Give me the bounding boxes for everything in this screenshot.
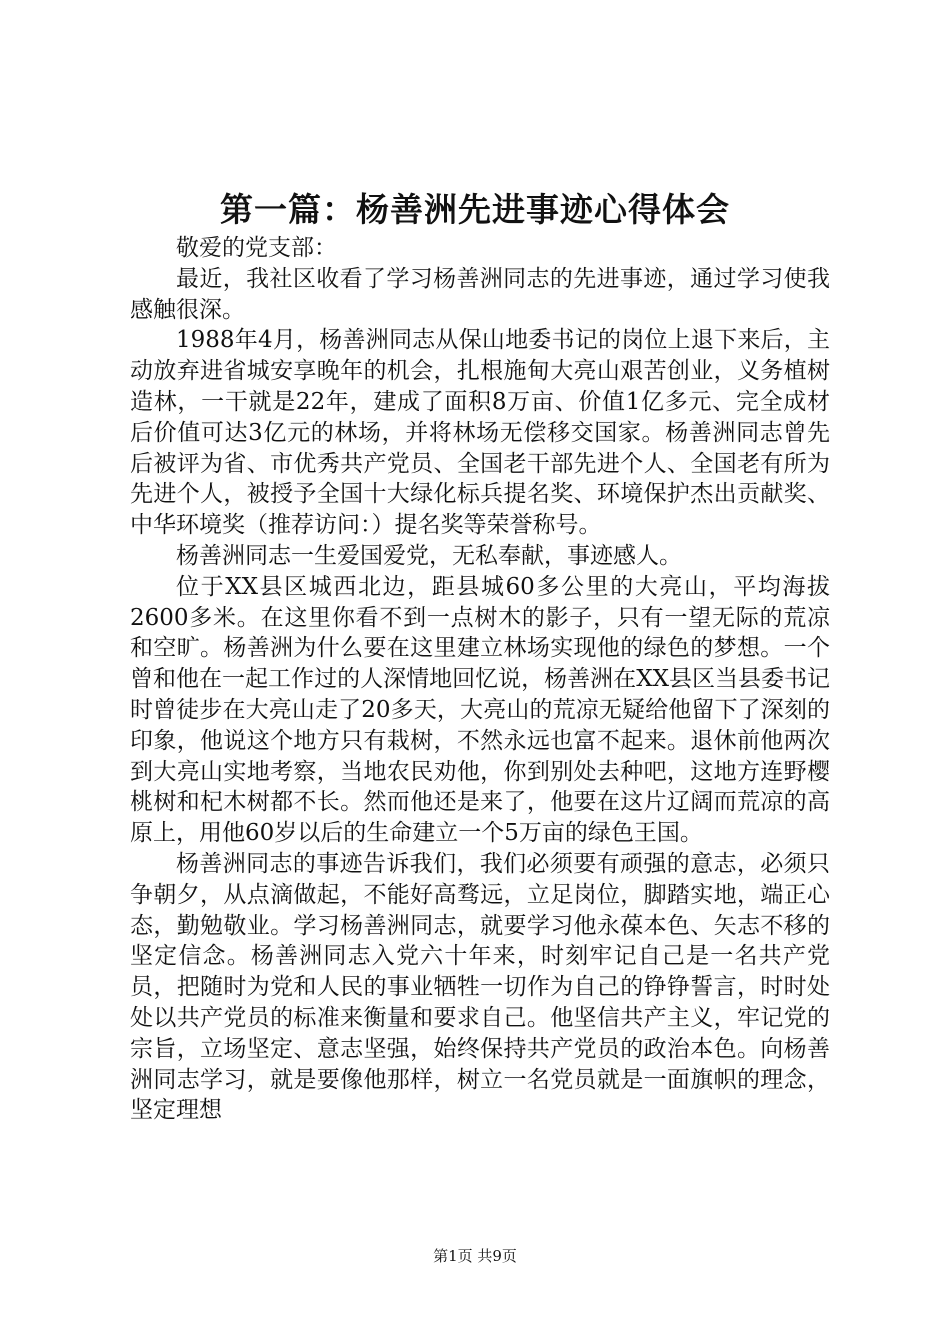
paragraph: 杨善洲同志一生爱国爱党，无私奉献，事迹感人。 (176, 542, 682, 569)
paragraph: 位于XX县区城西北边，距县城60多公里的大亮山，平均海拔2600多米。在这里你看不到一点树木的影子，只有一望无际的荒凉和空旷。杨善洲为什么要在这里建立林场实现他的绿色的梦想。一个曾和他在一起工作过的人深情地回忆说，杨善洲在XX县区当县委书记时曾徒步在大亮山走了20多天，大亮山的荒凉无疑给他留下了深刻的印象，他说这个地方只有栽树，不然永远也富不起来。退休前他两次到大亮山实地考察，当地农民劝他，你到别处去种吧，这地方连野樱桃树和杞木树都不长。然而他还是来了，他要在这片辽阔而荒凉的高原上，用他60岁以后的生命建立一个5万亩的绿色王国。 (130, 573, 830, 847)
document-body (130, 233, 830, 1126)
document-title: 第一篇：杨善洲先进事迹心得体会 (220, 190, 730, 229)
paragraph: 1988年4月，杨善洲同志从保山地委书记的岗位上退下来后，主动放弃进省城安享晚年的机会，扎根施甸大亮山艰苦创业，义务植树造林，一干就是22年，建成了面积8万亩、价值1亿多元、完全成材后价值可达3亿元的林场，并将林场无偿移交国家。杨善洲同志曾先后被评为省、市优秀共产党员、全国老干部先进个人、全国老有所为先进个人，被授予全国十大绿化标兵提名奖、环境保护杰出贡献奖、中华环境奖（推荐访问：）提名奖等荣誉称号。 (130, 327, 830, 539)
paragraph: 最近，我社区收看了学习杨善洲同志的先进事迹，通过学习使我感触很深。 (130, 265, 830, 323)
page-footer: 第1页 共9页 (433, 1247, 517, 1265)
paragraph-salutation: 敬爱的党支部： (176, 235, 337, 261)
paragraph: 杨善洲同志的事迹告诉我们，我们必须要有顽强的意志，必须只争朝夕，从点滴做起，不能好高骛远，立足岗位，脚踏实地，端正心态，勤勉敬业。学习杨善洲同志，就要学习他永葆本色、矢志不移的坚定信念。杨善洲同志入党六十年来，时刻牢记自己是一名共产党员，把随时为党和人民的事业牺牲一切作为自己的铮铮誓言，时时处处以共产党员的标准来衡量和要求自己。他坚信共产主义，牢记党的宗旨，立场坚定、意志坚强，始终保持共产党员的政治本色。向杨善洲同志学习，就是要像他那样，树立一名党员就是一面旗帜的理念，坚定理想 (130, 850, 830, 1124)
